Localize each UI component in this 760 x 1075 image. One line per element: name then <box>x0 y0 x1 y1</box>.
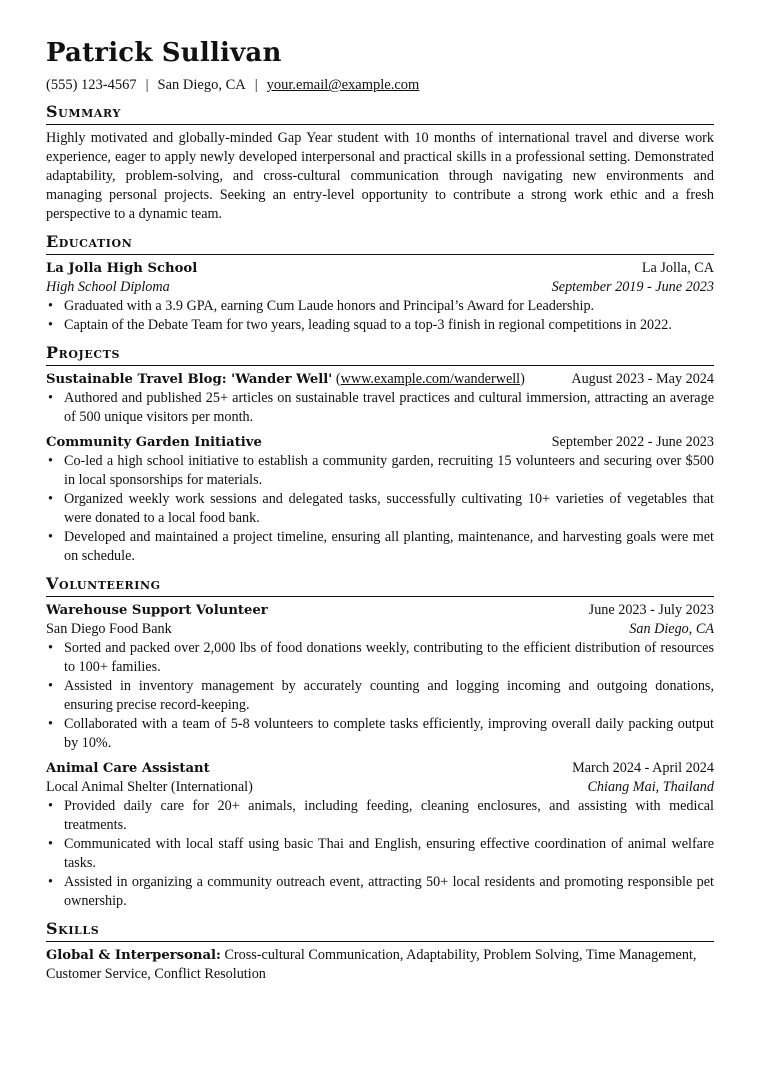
volunteer-entry <box>46 759 714 911</box>
section-title-volunteering: Volunteering <box>46 574 714 597</box>
list-item: • Provided daily care for 20+ animals, including feeding, cleaning enclosures, and assisting with medical treatments. <box>64 797 714 835</box>
volunteering-section <box>46 574 714 911</box>
project-dates: August 2023 - May 2024 <box>571 371 714 387</box>
role-location: San Diego, CA <box>629 621 714 637</box>
project-bullets <box>46 452 714 566</box>
section-title-education: Education <box>46 232 714 255</box>
project-bullets <box>46 389 714 427</box>
volunteer-bullets <box>46 797 714 911</box>
contact-line <box>46 76 714 94</box>
skills-label: Global & Interpersonal: <box>46 948 221 963</box>
organization: Local Animal Shelter (International) <box>46 779 253 795</box>
list-item: • Assisted in inventory management by accurately counting and logging incoming and outgoing donations, ensuring precise record-keeping. <box>64 677 714 715</box>
project-entry: Sustainable Travel Blog: 'Wander Well' (www.example.com/wanderwell) August 2023 - May 2024 • Authored and published 25+ articles on sustainable travel practices and cultural immersion, attracting an average of 500 unique visitors per month. <box>46 370 714 427</box>
role-title: Warehouse Support Volunteer <box>46 603 268 618</box>
role-dates: June 2023 - July 2023 <box>588 602 714 618</box>
volunteer-entry <box>46 601 714 753</box>
education-section <box>46 232 714 335</box>
volunteer-bullets <box>46 639 714 753</box>
school-name: La Jolla High School <box>46 261 198 276</box>
education-entry <box>46 259 714 335</box>
list-item: • Assisted in organizing a community outreach event, attracting 50+ local residents and promoting responsible pet ownership. <box>64 873 714 911</box>
role-dates: March 2024 - April 2024 <box>572 760 714 776</box>
skills-section <box>46 919 714 984</box>
email-link[interactable]: your.email@example.com <box>266 77 420 93</box>
list-item: • Organized weekly work sessions and delegated tasks, successfully cultivating 10+ varieties of vegetables that were donated to a local food bank. <box>64 490 714 528</box>
education-dates: September 2019 - June 2023 <box>551 279 714 295</box>
separator: | <box>145 77 149 93</box>
role-location: Chiang Mai, Thailand <box>587 779 714 795</box>
role-title: Animal Care Assistant <box>46 761 210 776</box>
skills-text: Cross-cultural Communication, Adaptability, Problem Solving, Time Management, Customer Service, Conflict Resolution <box>46 947 697 982</box>
projects-section <box>46 343 714 566</box>
project-entry <box>46 433 714 566</box>
phone: (555) 123-4567 <box>46 77 137 93</box>
list-item: • Co-led a high school initiative to establish a community garden, recruiting 15 volunteers and securing over $500 in local sponsorships for materials. <box>64 452 714 490</box>
project-dates: September 2022 - June 2023 <box>551 434 714 450</box>
candidate-name: Patrick Sullivan <box>46 38 282 68</box>
section-title-summary: Summary <box>46 102 714 125</box>
skills-line <box>46 946 714 984</box>
location: San Diego, CA <box>157 77 246 93</box>
list-item: • Graduated with a 3.9 GPA, earning Cum Laude honors and Principal’s Award for Leadership. <box>64 297 714 316</box>
summary-section <box>46 102 714 224</box>
list-item: • Developed and maintained a project timeline, ensuring all planting, maintenance, and harvesting goals were met on schedule. <box>64 528 714 566</box>
education-bullets <box>46 297 714 335</box>
organization: San Diego Food Bank <box>46 621 172 637</box>
list-item: • Sorted and packed over 2,000 lbs of food donations weekly, contributing to the efficient distribution of resources to 100+ families. <box>64 639 714 677</box>
list-item: • Captain of the Debate Team for two years, leading squad to a top-3 finish in regional competitions in 2022. <box>64 316 714 335</box>
project-name: Sustainable Travel Blog: 'Wander Well' <box>46 372 333 387</box>
list-item: • Communicated with local staff using basic Thai and English, ensuring effective coordination of animal welfare tasks. <box>64 835 714 873</box>
list-item: • Collaborated with a team of 5-8 volunteers to complete tasks efficiently, improving overall daily packing output by 10%. <box>64 715 714 753</box>
project-link[interactable]: www.example.com/wanderwell <box>340 371 521 387</box>
section-title-skills: Skills <box>46 919 714 942</box>
project-name: Community Garden Initiative <box>46 435 262 450</box>
school-location: La Jolla, CA <box>641 260 714 276</box>
degree: High School Diploma <box>46 279 170 295</box>
summary-text: Highly motivated and globally-minded Gap Year student with 10 months of international travel and diverse work experience, eager to apply newly developed interpersonal and practical skills in a professional setting. Demonstrated adaptability, problem-solving, and cross-cultural communication through navigating new environments and managing personal projects. Seeking an entry-level opportunity to contribute a strong work ethic and a fresh perspective to a dynamic team. <box>46 130 714 222</box>
separator: | <box>254 77 258 93</box>
section-title-projects: Projects <box>46 343 714 366</box>
list-item: • Authored and published 25+ articles on sustainable travel practices and cultural immersion, attracting an average of 500 unique visitors per month. <box>64 389 714 427</box>
